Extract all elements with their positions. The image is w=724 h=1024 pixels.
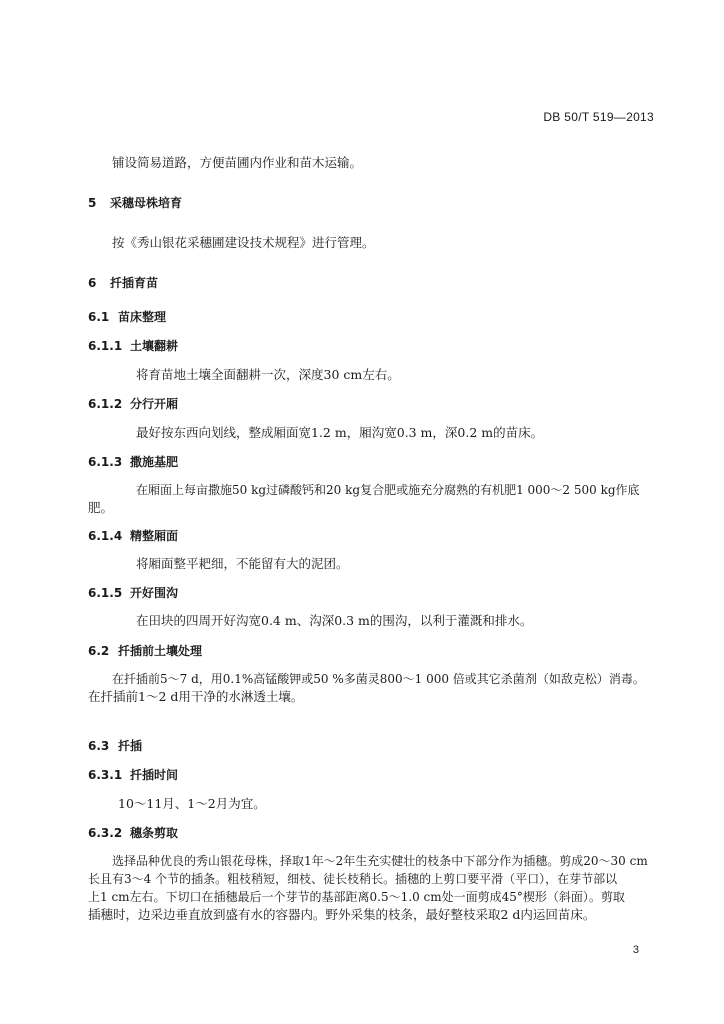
section-number: 6.1.2: [88, 397, 123, 411]
paragraph-6-1-1: 将育苗地土壤全面翻耕一次，深度30 cm左右。: [136, 367, 400, 382]
section-number: 6.1.5: [88, 586, 123, 600]
section-title: 扦插育苗: [110, 276, 159, 290]
section-6-2-heading: [88, 643, 202, 659]
section-title: 穗条剪取: [130, 826, 179, 840]
section-6-1-2-heading: [88, 396, 178, 412]
section-title: 精整厢面: [130, 529, 179, 543]
section-title: 扦插前土壤处理: [118, 644, 203, 658]
paragraph-6-2-line-1: 在扦插前5～7 d，用0.1%高锰酸钾或50 %多菌灵800～1 000 倍或其它杀菌剂（如敌克松）消毒。: [112, 672, 645, 686]
section-title: 扦插: [118, 739, 143, 753]
paragraph-6-2-line-2: 在扦插前1～2 d用干净的水淋透土壤。: [88, 689, 304, 704]
section-6-1-1-heading: [88, 338, 178, 354]
section-6-1-3-heading: [88, 454, 178, 470]
paragraph-5: 按《秀山银花采穗圃建设技术规程》进行管理。: [112, 235, 375, 250]
section-6-1-heading: [88, 309, 166, 325]
paragraph-6-3-1: 10～11月、1～2月为宜。: [118, 796, 266, 811]
paragraph-6-1-3-line-1: 在厢面上每亩撒施50 kg过磷酸钙和20 kg复合肥或施充分腐熟的有机肥1 000～2 500 kg作底: [136, 483, 640, 497]
section-title: 扦插时间: [130, 768, 179, 782]
section-number: 6.3.1: [88, 768, 123, 782]
paragraph-6-1-2: 最好按东西向划线，整成厢面宽1.2 m，厢沟宽0.3 m，深0.2 m的苗床。: [136, 425, 544, 440]
page-number: 3: [632, 944, 639, 956]
section-number: 6.2: [88, 644, 110, 658]
paragraph-6-3-2-line-3: 上1 cm左右。下切口在插穗最后一个芽节的基部距离0.5～1.0 cm处一面剪成45°楔形（斜面）。剪取: [88, 890, 625, 904]
section-6-3-1-heading: [88, 767, 178, 783]
section-number: 6: [88, 276, 97, 290]
section-6-3-2-heading: [88, 825, 178, 841]
section-number: 6.1.1: [88, 339, 123, 353]
section-6-3-heading: [88, 738, 142, 754]
section-number: 6.1.3: [88, 455, 123, 469]
section-6-1-4-heading: [88, 528, 178, 544]
section-title: 开好围沟: [130, 586, 179, 600]
section-5-heading: [88, 195, 182, 211]
section-number: 5: [88, 196, 97, 210]
paragraph-6-3-2-line-2: 长且有3～4 个节的插条。粗枝稍短，细枝、徒长枝稍长。插穗的上剪口要平滑（平口），在芽节部以: [88, 872, 618, 886]
section-6-1-5-heading: [88, 585, 178, 601]
section-number: 6.1: [88, 310, 110, 324]
section-title: 采穗母株培育: [110, 196, 183, 210]
paragraph-6-3-2-line-4: 插穗时，边采边垂直放到盛有水的容器内。野外采集的枝条，最好整枝采取2 d内运回苗床。: [88, 907, 596, 922]
section-title: 分行开厢: [130, 397, 179, 411]
section-title: 苗床整理: [118, 310, 167, 324]
paragraph-6-1-4: 将厢面整平耙细，不能留有大的泥团。: [136, 556, 349, 571]
paragraph-road: 铺设简易道路，方便苗圃内作业和苗木运输。: [112, 155, 363, 170]
paragraph-6-1-5: 在田块的四周开好沟宽0.4 m、沟深0.3 m的围沟，以利于灌溉和排水。: [136, 613, 533, 628]
section-6-heading: [88, 275, 158, 291]
section-title: 撒施基肥: [130, 455, 179, 469]
paragraph-6-3-2-line-1: 选择品种优良的秀山银花母株，择取1年～2年生充实健壮的枝条中下部分作为插穗。剪成20～30 cm: [112, 854, 648, 868]
section-number: 6.1.4: [88, 529, 123, 543]
paragraph-6-1-3-line-2: 肥。: [88, 500, 114, 515]
section-number: 6.3: [88, 739, 110, 753]
section-number: 6.3.2: [88, 826, 123, 840]
standard-code: DB 50/T 519—2013: [543, 110, 654, 124]
section-title: 土壤翻耕: [130, 339, 179, 353]
